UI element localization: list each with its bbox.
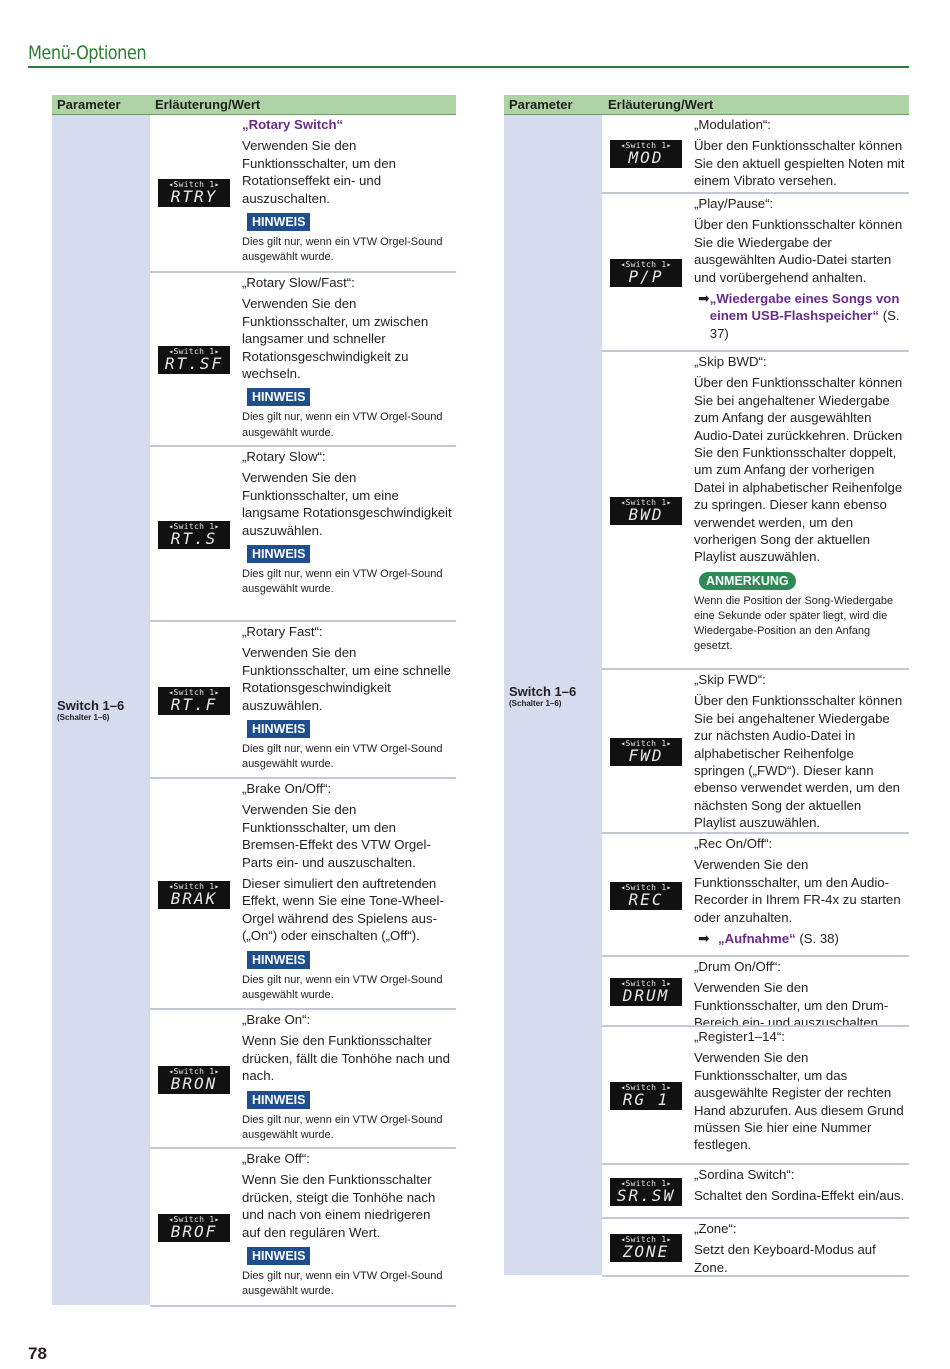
note-badge: HINWEIS <box>247 1091 310 1109</box>
lcd-value: REC <box>628 890 664 909</box>
lcd-value: FWD <box>628 746 664 765</box>
header-parameter: Parameter <box>509 97 573 112</box>
table-row <box>602 1163 909 1219</box>
table-row <box>150 620 456 779</box>
lcd-value: BROF <box>170 1222 218 1241</box>
table-row <box>602 350 909 670</box>
arrow-right-icon: ➡ <box>698 930 710 947</box>
item-text: Verwenden Sie den Funktionsschalter, um zwischen langsamer und schneller Rotationsgeschwindigkeit zu wechseln. <box>242 296 429 382</box>
lcd-display <box>610 1234 682 1262</box>
item-title: „Register1–14“: <box>694 1029 785 1044</box>
item-description <box>242 116 452 269</box>
table-row <box>150 777 456 1010</box>
lcd-value: BRAK <box>170 889 218 908</box>
lcd-display <box>610 882 682 910</box>
item-text: Über den Funktionsschalter können Sie die Wiedergabe der ausgewählten Audio-Datei starten und vorübergehend anhalten. <box>694 217 903 285</box>
lcd-display <box>158 346 230 374</box>
lcd-value: SR.SW <box>616 1186 676 1205</box>
item-description <box>694 958 905 1036</box>
reference-page: (S. 37) <box>709 308 900 341</box>
lcd-display <box>158 687 230 715</box>
lcd-switch-label: ◂Switch 1▸ <box>620 1235 672 1244</box>
item-text: Verwenden Sie den Funktionsschalter, um eine langsame Rotationsgeschwindigkeit auszuwählen. <box>242 470 452 538</box>
note-badge: HINWEIS <box>247 1247 310 1265</box>
lcd-display <box>158 1066 230 1094</box>
item-description <box>694 116 905 194</box>
item-text: Verwenden Sie den Funktionsschalter, um den Audio-Recorder in Ihrem FR-4x zu starten oder anzuhalten. <box>694 857 901 925</box>
header-description: Erläuterung/Wert <box>608 97 714 112</box>
options-table-right <box>504 95 909 1280</box>
item-text: Über den Funktionsschalter können Sie bei angehaltener Wiedergabe zum Anfang der ausgewählten Audio-Datei zurückkehren. Drücken Sie den Funktionsschalter doppelt, um zum Anfang der vorherigen Datei in alphabetischer Reihenfolge zu springen. Dieser kann ebenso verwendet werden, um den vorherigen Song der aktuellen Playlist auszuwählen. <box>694 375 903 565</box>
header-parameter: Parameter <box>57 97 121 112</box>
item-title: „Rec On/Off“: <box>694 836 773 851</box>
parameter-name: Switch 1–6 <box>57 698 125 713</box>
lcd-switch-label: ◂Switch 1▸ <box>168 1215 220 1224</box>
item-text: Setzt den Keyboard-Modus auf Zone. <box>694 1242 876 1275</box>
lcd-display <box>610 978 682 1006</box>
page-number: 78 <box>28 1344 47 1363</box>
item-title: „Rotary Fast“: <box>242 624 323 639</box>
lcd-switch-label: ◂Switch 1▸ <box>620 260 672 269</box>
lcd-display <box>610 1082 682 1110</box>
table-row <box>150 445 456 622</box>
item-description <box>694 353 905 659</box>
lcd-switch-label: ◂Switch 1▸ <box>620 883 672 892</box>
item-description <box>694 195 905 345</box>
table-row <box>150 271 456 447</box>
item-title: „Brake Off“: <box>242 1151 310 1166</box>
lcd-value: P/P <box>628 267 664 286</box>
header-description: Erläuterung/Wert <box>155 97 261 112</box>
table-row <box>150 1008 456 1149</box>
lcd-display <box>610 1178 682 1206</box>
table-row <box>150 1147 456 1307</box>
lcd-value: RT.SF <box>164 354 224 373</box>
item-title: „Skip BWD“: <box>694 354 767 369</box>
note-text: Dies gilt nur, wenn ein VTW Orgel-Sound ausgewählt wurde. <box>242 236 443 264</box>
title-rule <box>28 66 909 68</box>
item-title: „Modulation“: <box>694 117 771 132</box>
lcd-display <box>610 497 682 525</box>
item-title: „Rotary Slow/Fast“: <box>242 275 355 290</box>
table-row <box>602 1217 909 1277</box>
item-description <box>694 1028 905 1158</box>
parameter-subtitle: (Schalter 1–6) <box>509 699 562 708</box>
item-text: Über den Funktionsschalter können Sie den aktuell gespielten Noten mit einem Vibrato versehen. <box>694 138 905 189</box>
lcd-display <box>610 738 682 766</box>
note-text: Dies gilt nur, wenn ein VTW Orgel-Sound ausgewählt wurde. <box>242 568 443 596</box>
item-description <box>242 623 452 776</box>
note-badge: HINWEIS <box>247 388 310 406</box>
item-description <box>694 1220 905 1280</box>
item-text: Verwenden Sie den Funktionsschalter, um den Rotationseffekt ein- und auszuschalten. <box>242 138 396 206</box>
lcd-value: DRUM <box>622 986 670 1005</box>
item-text: Wenn Sie den Funktionsschalter drücken, fällt die Tonhöhe nach und nach. <box>242 1033 450 1084</box>
lcd-value: RT.F <box>170 695 218 714</box>
note-text: Dies gilt nur, wenn ein VTW Orgel-Sound ausgewählt wurde. <box>242 973 443 1001</box>
table-row <box>602 668 909 834</box>
lcd-switch-label: ◂Switch 1▸ <box>620 141 672 150</box>
lcd-switch-label: ◂Switch 1▸ <box>168 882 220 891</box>
table-header <box>52 95 456 115</box>
page-reference[interactable] <box>698 290 905 342</box>
page-reference[interactable] <box>698 930 905 947</box>
lcd-switch-label: ◂Switch 1▸ <box>620 1179 672 1188</box>
reference-link[interactable]: „Aufnahme“ <box>718 931 796 947</box>
table-row <box>602 832 909 957</box>
item-text: Verwenden Sie den Funktionsschalter, um das ausgewählte Register der rechten Hand abzurufen. Aus diesem Grund müssen Sie hier eine Nummer festlegen. <box>694 1050 904 1153</box>
table-bottom-rule <box>602 1275 909 1277</box>
lcd-display <box>158 1214 230 1242</box>
note-badge: HINWEIS <box>247 720 310 738</box>
item-title: „Brake On“: <box>242 1012 311 1027</box>
item-text: Verwenden Sie den Funktionsschalter, um den Drum-Bereich ein- und auszuschalten. <box>694 980 889 1031</box>
options-table-left <box>52 95 456 1305</box>
table-row <box>602 1025 909 1165</box>
table-row <box>602 192 909 352</box>
item-title: „Drum On/Off“: <box>694 959 781 974</box>
item-text: Über den Funktionsschalter können Sie bei angehaltener Wiedergabe zur nächsten Audio-Datei in alphabetischer Reihenfolge springen („FWD“). Dieser kann ebenso verwendet werden, um den nächsten Song der aktuellen Playlist auszuwählen. <box>694 693 903 831</box>
reference-text[interactable] <box>718 930 839 947</box>
item-title: „Skip FWD“: <box>694 672 766 687</box>
table-row <box>602 955 909 1031</box>
lcd-switch-label: ◂Switch 1▸ <box>168 1067 220 1076</box>
lcd-value: RG 1 <box>622 1090 670 1109</box>
item-text: Wenn Sie den Funktionsschalter drücken, steigt die Tonhöhe nach und nach von einem niedrigeren auf den regulären Wert. <box>242 1172 436 1240</box>
lcd-value: RT.S <box>170 529 218 548</box>
lcd-value: MOD <box>628 148 664 167</box>
item-title: „Zone“: <box>694 1221 737 1236</box>
page-title: Menü-Optionen <box>28 42 147 64</box>
lcd-display <box>158 179 230 207</box>
lcd-display <box>610 259 682 287</box>
item-description <box>242 1011 452 1147</box>
item-description <box>694 671 905 836</box>
lcd-switch-label: ◂Switch 1▸ <box>620 739 672 748</box>
note-text: Dies gilt nur, wenn ein VTW Orgel-Sound ausgewählt wurde. <box>242 743 443 771</box>
item-text: Dieser simuliert den auftretenden Effekt, wenn Sie eine Tone-Wheel-Orgel während des Spielens aus- („On“) oder einschalten („Off“). <box>242 876 444 944</box>
item-description <box>694 1166 905 1209</box>
item-title: „Rotary Slow“: <box>242 449 326 464</box>
parameter-subtitle: (Schalter 1–6) <box>57 713 110 722</box>
item-description <box>694 835 905 950</box>
lcd-switch-label: ◂Switch 1▸ <box>168 347 220 356</box>
note-text: Dies gilt nur, wenn ein VTW Orgel-Sound ausgewählt wurde. <box>242 411 443 439</box>
table-bottom-rule <box>150 1305 456 1307</box>
reference-text[interactable] <box>710 290 905 342</box>
note-text: Dies gilt nur, wenn ein VTW Orgel-Sound ausgewählt wurde. <box>242 1113 443 1141</box>
item-title: „Play/Pause“: <box>694 196 774 211</box>
lcd-switch-label: ◂Switch 1▸ <box>620 498 672 507</box>
lcd-switch-label: ◂Switch 1▸ <box>168 688 220 697</box>
item-description <box>242 448 452 601</box>
lcd-display <box>610 140 682 168</box>
item-description <box>242 1150 452 1303</box>
note-text: Dies gilt nur, wenn ein VTW Orgel-Sound ausgewählt wurde. <box>242 1270 443 1298</box>
note-badge: HINWEIS <box>247 213 310 231</box>
table-row <box>602 115 909 192</box>
lcd-value: BRON <box>170 1074 218 1093</box>
table-row <box>150 115 456 271</box>
item-text: Verwenden Sie den Funktionsschalter, um eine schnelle Rotationsgeschwindigkeit auszuwählen. <box>242 645 451 713</box>
parameter-cell <box>52 115 150 1305</box>
item-description <box>242 274 452 445</box>
arrow-right-icon: ➡ <box>698 290 710 307</box>
item-text: Verwenden Sie den Funktionsschalter, um den Bremsen-Effekt des VTW Orgel-Parts ein- und auszuschalten. <box>242 802 431 870</box>
reference-link[interactable]: „Wiedergabe eines Songs von einem USB-Flashspeicher“ <box>709 291 900 324</box>
item-title: „Rotary Switch“ <box>242 117 344 132</box>
lcd-value: BWD <box>628 505 664 524</box>
parameter-cell <box>504 115 602 1275</box>
lcd-value: ZONE <box>622 1242 670 1261</box>
lcd-switch-label: ◂Switch 1▸ <box>168 522 220 531</box>
lcd-value: RTRY <box>170 187 218 206</box>
item-text: Schaltet den Sordina-Effekt ein/aus. <box>694 1188 905 1204</box>
item-title: „Brake On/Off“: <box>242 781 332 796</box>
note-badge: HINWEIS <box>247 545 310 563</box>
lcd-display <box>158 881 230 909</box>
remark-badge: ANMERKUNG <box>699 572 796 590</box>
table-header <box>504 95 909 115</box>
parameter-name: Switch 1–6 <box>509 684 577 699</box>
lcd-switch-label: ◂Switch 1▸ <box>168 180 220 189</box>
item-description <box>242 780 452 1007</box>
note-text: Wenn die Position der Song-Wiedergabe eine Sekunde oder später liegt, wird die Wiedergabe-Position an den Anfang gesetzt. <box>694 594 894 653</box>
item-title: „Sordina Switch“: <box>694 1167 795 1182</box>
lcd-display <box>158 521 230 549</box>
note-badge: HINWEIS <box>247 951 310 969</box>
reference-page: (S. 38) <box>795 931 839 947</box>
lcd-switch-label: ◂Switch 1▸ <box>620 979 672 988</box>
lcd-switch-label: ◂Switch 1▸ <box>620 1083 672 1092</box>
